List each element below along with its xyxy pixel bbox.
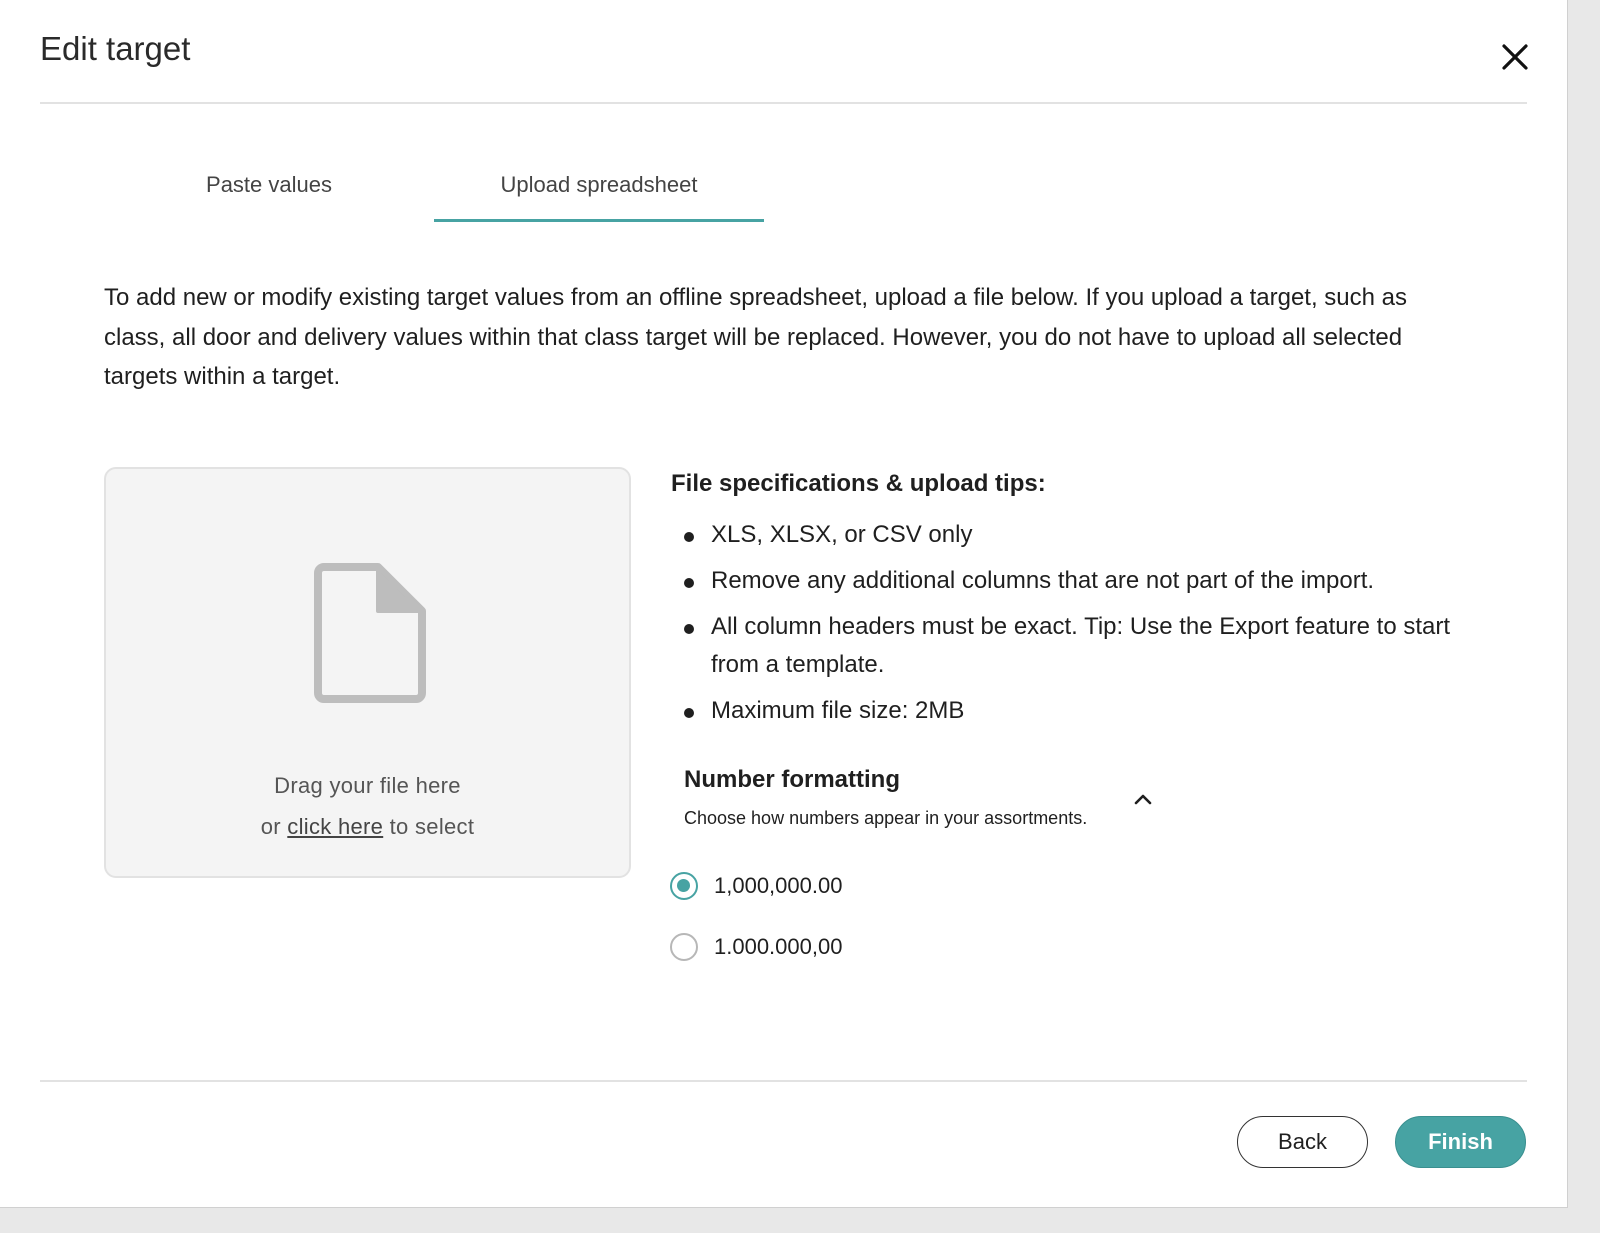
chevron-up-icon[interactable] [1132, 788, 1154, 810]
click-here-link[interactable]: click here [287, 814, 384, 839]
number-formatting-subtitle: Choose how numbers appear in your assortments. [684, 808, 1088, 828]
format-option-comma[interactable] [670, 872, 842, 900]
format-option-label: 1,000,000.00 [714, 873, 843, 898]
finish-button[interactable]: Finish [1395, 1116, 1526, 1168]
header-divider [40, 102, 1527, 104]
back-button[interactable]: Back [1237, 1116, 1368, 1168]
bullet-icon [684, 578, 694, 588]
specs-title: File specifications & upload tips: [671, 470, 1046, 497]
drop-select-line [106, 814, 629, 840]
format-option-dot[interactable] [670, 933, 842, 961]
intro-text: To add new or modify existing target values from an offline spreadsheet, upload a file below. If you upload a target, such as class, all door and delivery values within that class target will be replaced. However, you do not have to upload all selected targets within a target. [104, 284, 1408, 390]
file-dropzone[interactable] [104, 467, 631, 878]
bullet-icon [684, 708, 694, 718]
format-option-label: 1.000.000,00 [714, 934, 843, 959]
drop-hint: Drag your file here [274, 773, 461, 798]
close-button[interactable] [1494, 36, 1536, 78]
tab-paste-values[interactable]: Paste values [206, 172, 332, 197]
number-formatting-title: Number formatting [684, 766, 900, 793]
list-item: All column headers must be exact. Tip: Use the Export feature to start from a template. [684, 608, 1451, 684]
close-icon [1502, 44, 1528, 70]
file-icon [314, 563, 426, 703]
list-item: Remove any additional columns that are not part of the import. [684, 562, 1474, 600]
tab-upload-spreadsheet[interactable]: Upload spreadsheet [434, 160, 764, 222]
tips-list [684, 516, 1474, 730]
drop-prefix: or [260, 814, 281, 839]
footer-divider [40, 1080, 1527, 1082]
bullet-icon [684, 532, 694, 542]
list-item: Maximum file size: 2MB [684, 692, 1474, 730]
radio-unselected[interactable] [670, 933, 698, 961]
bullet-icon [684, 624, 694, 634]
radio-selected[interactable] [670, 872, 698, 900]
drop-suffix: to select [389, 814, 475, 839]
list-item: XLS, XLSX, or CSV only [684, 516, 1474, 554]
dialog-title: Edit target [40, 30, 191, 67]
